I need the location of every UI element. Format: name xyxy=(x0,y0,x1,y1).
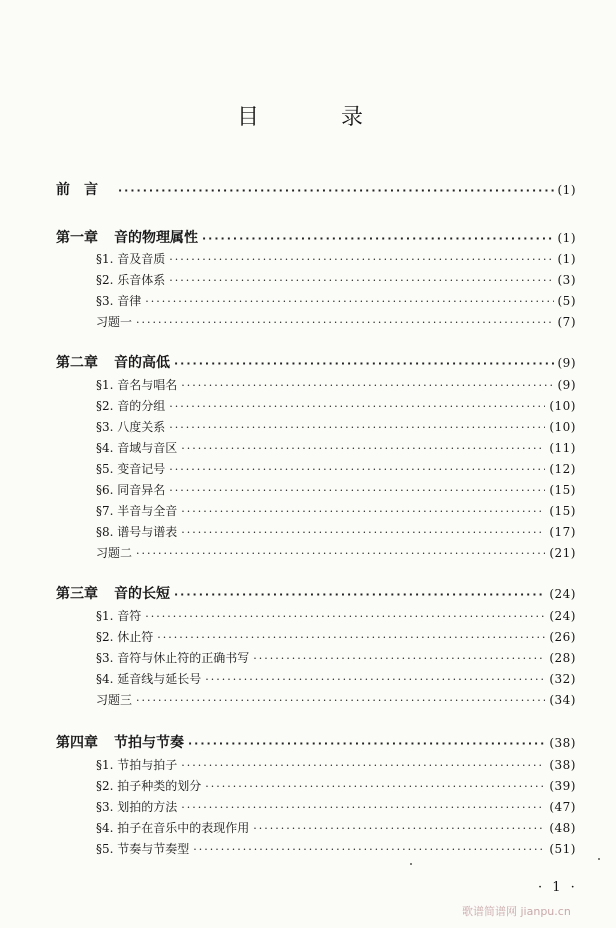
page-number: (9) xyxy=(557,378,576,392)
page-number: (38) xyxy=(549,736,576,750)
toc-entry-exercise[interactable] xyxy=(96,312,576,332)
section-title: §3. 划拍的方法 xyxy=(96,800,178,814)
page-number: (21) xyxy=(549,546,576,560)
toc-entry-section[interactable] xyxy=(96,648,576,668)
page-title: 目 录 xyxy=(236,105,393,130)
page-number: (51) xyxy=(549,842,576,856)
section-title: §1. 节拍与拍子 xyxy=(96,758,178,772)
exercise-title: 习题一 xyxy=(96,315,133,329)
page-number: (1) xyxy=(557,183,576,197)
page-number: (1) xyxy=(557,252,576,266)
section-title: §3. 音符与休止符的正确书写 xyxy=(96,651,250,665)
page-number: (48) xyxy=(549,821,576,835)
toc-entry-section[interactable] xyxy=(96,270,576,290)
section-title: §2. 乐音体系 xyxy=(96,273,166,287)
leader-dots xyxy=(253,819,545,839)
toc-entry-section[interactable] xyxy=(96,249,576,269)
scan-speck xyxy=(410,863,412,865)
toc-entry-chapter-3[interactable] xyxy=(56,584,576,604)
leader-dots xyxy=(136,313,553,333)
leader-dots xyxy=(136,691,545,711)
leader-dots xyxy=(188,734,545,754)
section-title: §4. 音域与音区 xyxy=(96,441,178,455)
scan-speck xyxy=(598,858,600,860)
leader-dots xyxy=(118,181,554,201)
section-title: §2. 拍子种类的划分 xyxy=(96,779,202,793)
leader-dots xyxy=(169,481,545,501)
page-number: (5) xyxy=(557,294,576,308)
toc-entry-section[interactable] xyxy=(96,291,576,311)
section-title: §6. 同音异名 xyxy=(96,483,166,497)
page-number: (9) xyxy=(557,356,576,370)
toc-entry-section[interactable] xyxy=(96,797,576,817)
leader-dots xyxy=(181,798,545,818)
toc-entry-exercise[interactable] xyxy=(96,543,576,563)
leader-dots xyxy=(253,649,545,669)
chapter-number: 第一章 xyxy=(56,230,98,246)
chapter-number: 第四章 xyxy=(56,735,98,751)
section-title: §7. 半音与全音 xyxy=(96,504,178,518)
leader-dots xyxy=(136,544,545,564)
toc-entry-exercise[interactable] xyxy=(96,690,576,710)
chapter-number: 第三章 xyxy=(56,586,98,602)
leader-dots xyxy=(193,840,545,860)
section-title: §1. 音及音质 xyxy=(96,252,166,266)
chapter-title: 音的物理属性 xyxy=(114,230,198,246)
leader-dots xyxy=(181,756,545,776)
toc-entry-section[interactable] xyxy=(96,459,576,479)
toc-entry-section[interactable] xyxy=(96,522,576,542)
leader-dots xyxy=(205,777,545,797)
section-title: §5. 节奏与节奏型 xyxy=(96,842,190,856)
page-number: (11) xyxy=(549,441,576,455)
leader-dots xyxy=(174,585,545,605)
leader-dots xyxy=(181,502,545,522)
leader-dots xyxy=(145,292,553,312)
toc-entry-section[interactable] xyxy=(96,417,576,437)
leader-dots xyxy=(145,607,545,627)
page-number: (15) xyxy=(549,504,576,518)
exercise-title: 习题三 xyxy=(96,693,133,707)
page-number: (28) xyxy=(549,651,576,665)
leader-dots xyxy=(202,229,554,249)
toc-entry-section[interactable] xyxy=(96,501,576,521)
leader-dots xyxy=(169,460,545,480)
toc-entry-chapter-4[interactable] xyxy=(56,733,576,753)
site-watermark: 歌谱简谱网 jianpu.cn xyxy=(462,905,571,918)
section-title: §3. 八度关系 xyxy=(96,420,166,434)
toc-entry-section[interactable] xyxy=(96,438,576,458)
section-title: §5. 变音记号 xyxy=(96,462,166,476)
leader-dots xyxy=(174,354,554,374)
leader-dots xyxy=(205,670,545,690)
footer-page-number: · 1 · xyxy=(538,880,578,895)
page-number: (39) xyxy=(549,779,576,793)
chapter-title: 节拍与节奏 xyxy=(114,735,184,751)
toc-entry-section[interactable] xyxy=(96,839,576,859)
page-number: (34) xyxy=(549,693,576,707)
exercise-title: 习题二 xyxy=(96,546,133,560)
chapter-title: 音的长短 xyxy=(114,586,170,602)
page-number: (26) xyxy=(549,630,576,644)
page-number: (15) xyxy=(549,483,576,497)
page-number: (10) xyxy=(549,399,576,413)
section-title: §2. 休止符 xyxy=(96,630,154,644)
page-number: (24) xyxy=(549,609,576,623)
chapter-number: 前 言 xyxy=(56,182,98,198)
page-number: (1) xyxy=(557,231,576,245)
section-title: §8. 谱号与谱表 xyxy=(96,525,178,539)
page-number: (32) xyxy=(549,672,576,686)
section-title: §4. 延音线与延长号 xyxy=(96,672,202,686)
page-number: (12) xyxy=(549,462,576,476)
toc-entry-section[interactable] xyxy=(96,755,576,775)
page-number: (10) xyxy=(549,420,576,434)
section-title: §4. 拍子在音乐中的表现作用 xyxy=(96,821,250,835)
toc-entry-chapter-2[interactable] xyxy=(56,353,576,373)
chapter-number: 第二章 xyxy=(56,355,98,371)
toc-entry-section[interactable] xyxy=(96,375,576,395)
leader-dots xyxy=(169,250,553,270)
section-title: §1. 音名与唱名 xyxy=(96,378,178,392)
page-number: (38) xyxy=(549,758,576,772)
toc-entry-preface[interactable] xyxy=(56,180,576,200)
leader-dots xyxy=(181,439,545,459)
leader-dots xyxy=(181,376,553,396)
toc-entry-section[interactable] xyxy=(96,627,576,647)
toc-entry-section[interactable] xyxy=(96,396,576,416)
chapter-title: 音的高低 xyxy=(114,355,170,371)
toc-entry-section[interactable] xyxy=(96,669,576,689)
toc-entry-chapter-1[interactable] xyxy=(56,228,576,248)
leader-dots xyxy=(169,418,545,438)
toc-entry-section[interactable] xyxy=(96,606,576,626)
toc-entry-section[interactable] xyxy=(96,776,576,796)
page-number: (7) xyxy=(557,315,576,329)
page-number: (3) xyxy=(557,273,576,287)
page-number: (17) xyxy=(549,525,576,539)
leader-dots xyxy=(157,628,545,648)
page-number: (47) xyxy=(549,800,576,814)
leader-dots xyxy=(181,523,545,543)
page-number: (24) xyxy=(549,587,576,601)
section-title: §2. 音的分组 xyxy=(96,399,166,413)
leader-dots xyxy=(169,397,545,417)
section-title: §1. 音符 xyxy=(96,609,142,623)
leader-dots xyxy=(169,271,553,291)
toc-entry-section[interactable] xyxy=(96,818,576,838)
toc-entry-section[interactable] xyxy=(96,480,576,500)
section-title: §3. 音律 xyxy=(96,294,142,308)
